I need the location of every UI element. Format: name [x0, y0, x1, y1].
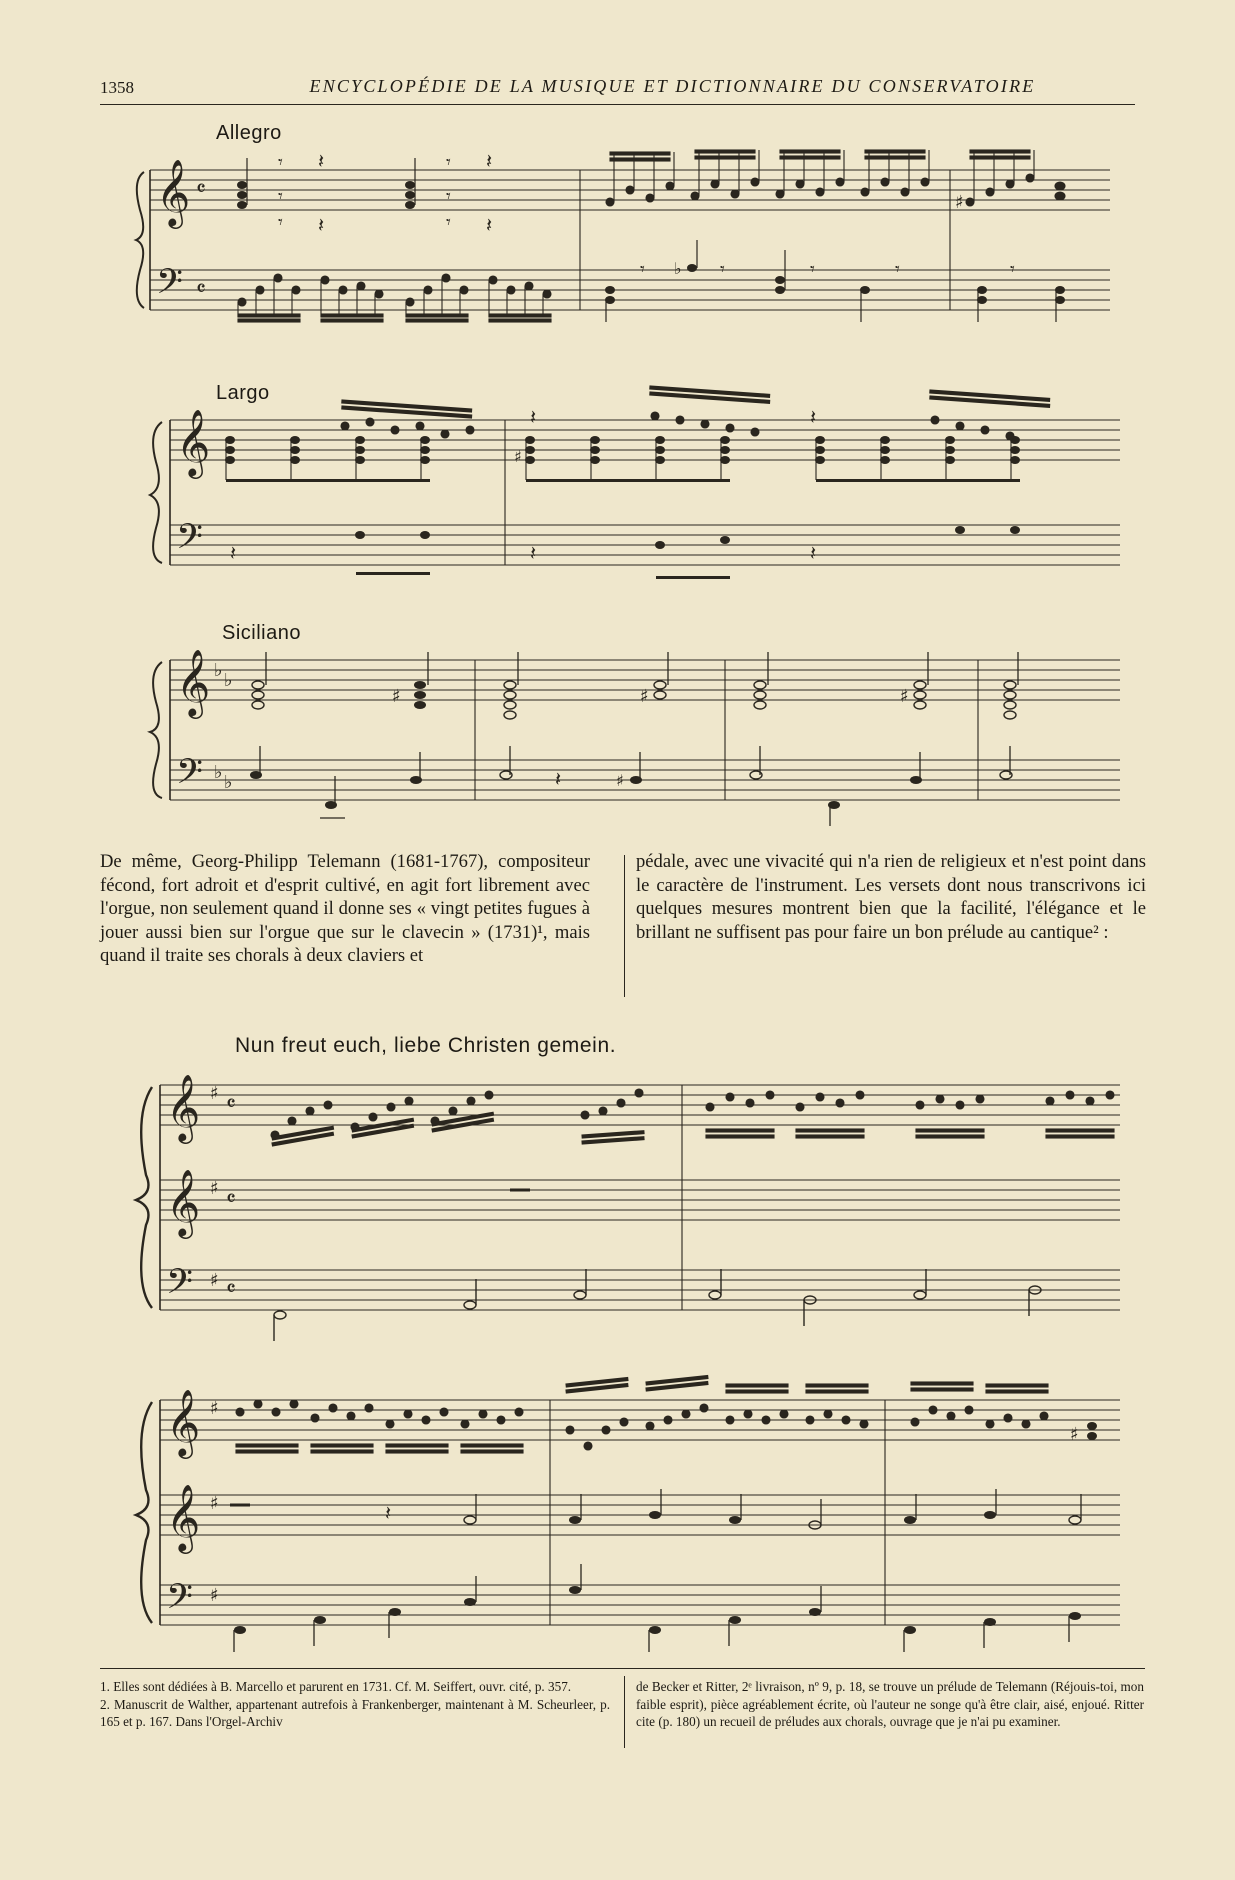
svg-text:𝄾: 𝄾 [278, 152, 283, 173]
svg-text:♭: ♭ [224, 670, 233, 691]
body-left-column: De même, Georg-Philipp Telemann (1681-1767), compositeur fécond, fort adroit et d'esprit cultivé, en agit fort librement avec l'orgue, non seulement quand il donne ses « vingt petites fugues à jouer aussi bien sur l'orgue que sur le clavecin » (1731)¹, mais quand il traite ses chorals à deux claviers et [100, 851, 590, 966]
tempo-largo: Largo [216, 382, 270, 404]
svg-text:𝄢: 𝄢 [166, 1261, 194, 1310]
footnotes-right [636, 1678, 1144, 1731]
svg-text:𝄽: 𝄽 [810, 405, 817, 429]
svg-text:𝄾: 𝄾 [895, 259, 900, 280]
svg-text:𝄞: 𝄞 [176, 648, 211, 716]
svg-text:𝄾: 𝄾 [720, 259, 725, 280]
svg-text:𝄞: 𝄞 [156, 158, 191, 226]
svg-text:𝄴: 𝄴 [226, 1092, 236, 1117]
svg-text:♯: ♯ [210, 1178, 219, 1199]
svg-text:𝄽: 𝄽 [486, 213, 493, 237]
music-example-allegro [120, 150, 1110, 325]
choral-title: Nun freut euch, liebe Christen gemein. [235, 1034, 617, 1057]
svg-text:♯: ♯ [900, 686, 909, 707]
page-number: 1358 [100, 78, 134, 97]
footnote-2: 2. Manuscrit de Walther, appartenant autrefois à Frankenberger, maintenant à M. Scheurleer, p. 165 et p. 167. Dans l'Orgel-Archiv [100, 1696, 610, 1729]
svg-text:𝄞: 𝄞 [166, 1073, 201, 1141]
svg-text:♭: ♭ [214, 762, 223, 783]
svg-text:𝄽: 𝄽 [318, 213, 325, 237]
svg-text:𝄽: 𝄽 [385, 1501, 392, 1525]
svg-text:𝄴: 𝄴 [226, 1277, 236, 1302]
svg-text:𝄞: 𝄞 [176, 408, 211, 476]
svg-text:𝄾: 𝄾 [446, 212, 451, 233]
svg-text:𝄾: 𝄾 [810, 259, 815, 280]
music-example-largo [130, 400, 1120, 590]
tempo-siciliano: Siciliano [222, 622, 301, 644]
tempo-allegro: Allegro [216, 122, 282, 144]
body-right-column: pédale, avec une vivacité qui n'a rien de religieux et n'est point dans le caractère de l'instrument. Les versets dont nous transcrivons ici quelques mesures montrent bien que la facilité, l'élégance et le brillant ne suffisent pas pour faire un bon prélude au cantique² : [636, 851, 1146, 943]
svg-text:𝄞: 𝄞 [166, 1168, 201, 1236]
svg-text:♯: ♯ [514, 447, 522, 466]
footnotes-left [100, 1678, 610, 1731]
svg-text:♯: ♯ [616, 771, 624, 790]
svg-text:𝄾: 𝄾 [640, 259, 645, 280]
svg-text:𝄾: 𝄾 [278, 212, 283, 233]
svg-text:𝄴: 𝄴 [196, 277, 206, 302]
svg-text:𝄽: 𝄽 [318, 149, 325, 173]
svg-text:𝄽: 𝄽 [555, 767, 562, 791]
svg-text:𝄢: 𝄢 [156, 261, 184, 310]
column-rule [624, 855, 625, 997]
svg-text:♯: ♯ [210, 1398, 219, 1419]
music-example-choral-part1 [130, 1075, 1120, 1345]
svg-text:𝄢: 𝄢 [176, 751, 204, 800]
svg-text:♯: ♯ [1070, 1424, 1079, 1445]
footnote-column-rule [624, 1676, 625, 1748]
footnote-rule [100, 1668, 1145, 1669]
footnote-2-continued: de Becker et Ritter, 2ᵉ livraison, nº 9, p. 18, se trouve un prélude de Telemann (Réjouis-toi, mon faible esprit), pièce agréablement écrite, où l'auteur ne songe qu'à être clair, aisé, enjoué. Ritter cite (p. 180) un recueil de préludes aux chorals, ouvrage que je n'ai pu examiner. [636, 1679, 1144, 1729]
music-example-choral-part2 [130, 1390, 1120, 1655]
svg-text:𝄢: 𝄢 [176, 516, 204, 565]
svg-text:𝄞: 𝄞 [166, 1483, 201, 1551]
svg-text:𝄾: 𝄾 [1010, 259, 1015, 280]
svg-text:𝄴: 𝄴 [196, 177, 206, 202]
svg-text:𝄽: 𝄽 [530, 541, 537, 565]
svg-text:♯: ♯ [210, 1270, 219, 1291]
svg-text:𝄽: 𝄽 [486, 149, 493, 173]
svg-text:♯: ♯ [392, 686, 401, 707]
svg-text:𝄞: 𝄞 [166, 1388, 201, 1456]
footnote-1: 1. Elles sont dédiées à B. Marcello et parurent en 1731. Cf. M. Seiffert, ouvr. cité, p. 357. [100, 1679, 572, 1694]
svg-text:𝄾: 𝄾 [446, 152, 451, 173]
svg-text:♯: ♯ [210, 1493, 219, 1514]
svg-text:𝄢: 𝄢 [166, 1576, 194, 1625]
running-title: ENCYCLOPÉDIE DE LA MUSIQUE ET DICTIONNAIRE DU CONSERVATOIRE [309, 76, 1036, 96]
svg-text:♯: ♯ [640, 686, 649, 707]
svg-text:𝄾: 𝄾 [278, 186, 283, 207]
svg-text:𝄽: 𝄽 [530, 405, 537, 429]
svg-text:𝄽: 𝄽 [810, 541, 817, 565]
svg-text:♭: ♭ [674, 259, 682, 278]
svg-text:♯: ♯ [210, 1083, 219, 1104]
svg-text:♭: ♭ [224, 772, 233, 793]
svg-text:𝄽: 𝄽 [230, 541, 237, 565]
svg-text:𝄾: 𝄾 [446, 186, 451, 207]
svg-text:𝄴: 𝄴 [226, 1187, 236, 1212]
svg-text:♯: ♯ [210, 1585, 219, 1606]
svg-text:♭: ♭ [214, 660, 223, 681]
music-example-siciliano [130, 640, 1120, 830]
running-header [100, 74, 1135, 105]
svg-text:♯: ♯ [955, 192, 964, 213]
